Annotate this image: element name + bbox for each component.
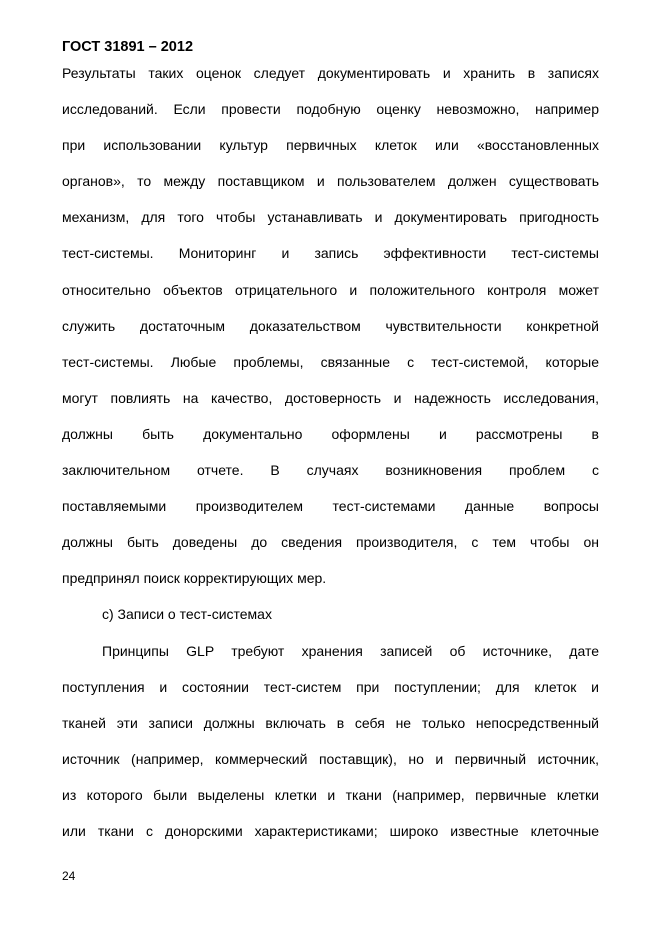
body-text — [62, 60, 599, 854]
text-line: тест-системы. Любые проблемы, связанные с тест-системой, которые — [62, 353, 599, 370]
text-line: или ткани с донорскими характеристиками; широко известные клеточные — [62, 822, 599, 839]
page-number: 24 — [62, 869, 76, 883]
text-line: должны быть документально оформлены и рассмотрены в — [62, 425, 599, 442]
text-line: могут повлиять на качество, достоверность и надежность исследования, — [62, 389, 599, 406]
text-line: исследований. Если провести подобную оценку невозможно, например — [62, 101, 599, 118]
text-line: тест-системы. Мониторинг и запись эффективности тест-системы — [62, 245, 599, 262]
text-line: тканей эти записи должны включать в себя не только непосредственный — [62, 714, 599, 731]
text-line: должны быть доведены до сведения производителя, с тем чтобы он — [62, 534, 599, 551]
text-line: из которого были выделены клетки и ткани (например, первичные клетки — [62, 786, 599, 803]
section-heading: с) Записи о тест-системах — [102, 606, 272, 623]
text-line: механизм, для того чтобы устанавливать и документировать пригодность — [62, 209, 599, 226]
text-line: поставляемыми производителем тест-системами данные вопросы — [62, 498, 599, 515]
text-line: поступления и состоянии тест-систем при поступлении; для клеток и — [62, 678, 599, 695]
text-line: Принципы GLP требуют хранения записей об источнике, дате — [102, 642, 599, 659]
text-line: относительно объектов отрицательного и положительного контроля может — [62, 281, 599, 298]
text-line: предпринял поиск корректирующих мер. — [62, 570, 327, 587]
text-line: при использовании культур первичных клеток или «восстановленных — [62, 137, 599, 154]
text-line: служить достаточным доказательством чувствительности конкретной — [62, 317, 599, 334]
text-line: Результаты таких оценок следует документировать и хранить в записях — [62, 65, 599, 81]
document-header: ГОСТ 31891 – 2012 — [62, 39, 194, 55]
text-line: заключительном отчете. В случаях возникновения проблем с — [62, 462, 599, 479]
text-line: органов», то между поставщиком и пользователем должен существовать — [62, 173, 599, 190]
text-line: источник (например, коммерческий поставщик), но и первичный источник, — [62, 750, 599, 767]
